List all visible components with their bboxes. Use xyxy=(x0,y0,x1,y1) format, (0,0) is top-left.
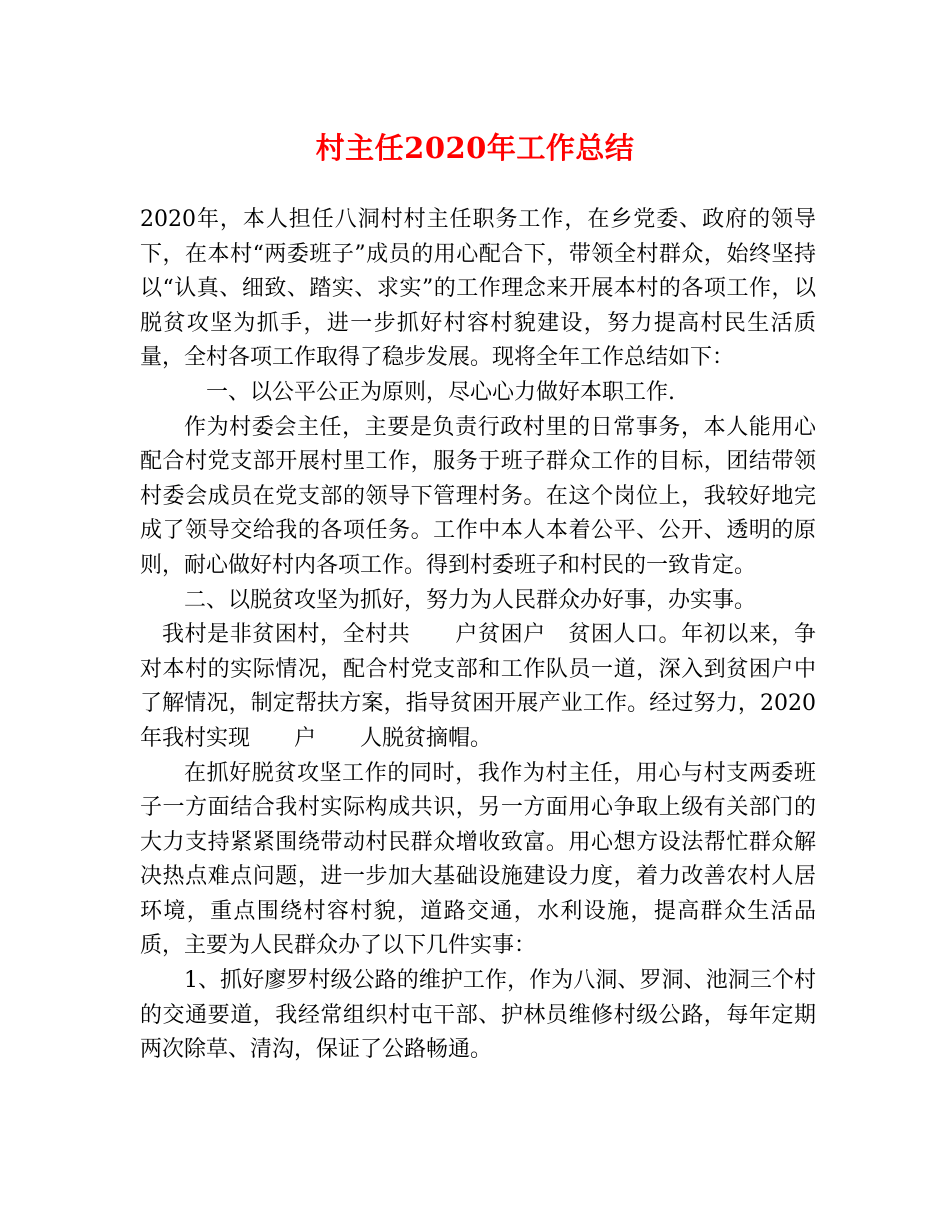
paragraph-duties: 作为村委会主任，主要是负责行政村里的日常事务，本人能用心配合村党支部开展村里工作，服务于班子群众工作的目标，团结带领村委会成员在党支部的领导下管理村务。在这个岗位上，我较好地完成了领导交给我的各项任务。工作中本人本着公平、公开、透明的原则，耐心做好村内各项工作。得到村委班子和村民的一致肯定。 xyxy=(140,414,816,578)
document-title: 村主任2020年工作总结 xyxy=(315,131,635,165)
list-item-road: 1、抓好廖罗村级公路的维护工作，作为八洞、罗洞、池洞三个村的交通要道，我经常组织村屯干部、护林员维修村级公路，每年定期两次除草、清沟，保证了公路畅通。 xyxy=(140,968,816,1063)
paragraph-poverty: 我村是非贫困村，全村共 户贫困户 贫困人口。年初以来，争对本村的实际情况，配合村党支部和工作队员一道，深入到贫困户中了解情况，制定帮扶方案，指导贫困开展产业工作。经过努力，2020年我村实现 户 人脱贫摘帽。 xyxy=(140,622,816,751)
paragraph-intro: 2020年，本人担任八洞村村主任职务工作，在乡党委、政府的领导下，在本村“两委班子”成员的用心配合下，带领全村群众，始终坚持以“认真、细致、踏实、求实”的工作理念来开展本村的各项工作，以脱贫攻坚为抓手，进一步抓好村容村貌建设，努力提高村民生活质量，全村各项工作取得了稳步发展。现将全年工作总结如下： xyxy=(140,207,816,371)
section-heading-2: 二、以脱贫攻坚为抓好，努力为人民群众办好事，办实事。 xyxy=(184,587,757,613)
document-body xyxy=(140,203,816,1068)
paragraph-infrastructure: 在抓好脱贫攻坚工作的同时，我作为村主任，用心与村支两委班子一方面结合我村实际构成共识，另一方面用心争取上级有关部门的大力支持紧紧围绕带动村民群众增收致富。用心想方设法帮忙群众解决热点难点问题，进一步加大基础设施建设力度，着力改善农村人居环境，重点围绕村容村貌，道路交通，水利设施，提高群众生活品质，主要为人民群众办了以下几件实事： xyxy=(140,760,816,959)
section-heading-1: 一、以公平公正为原则，尽心心力做好本职工作. xyxy=(206,379,675,405)
